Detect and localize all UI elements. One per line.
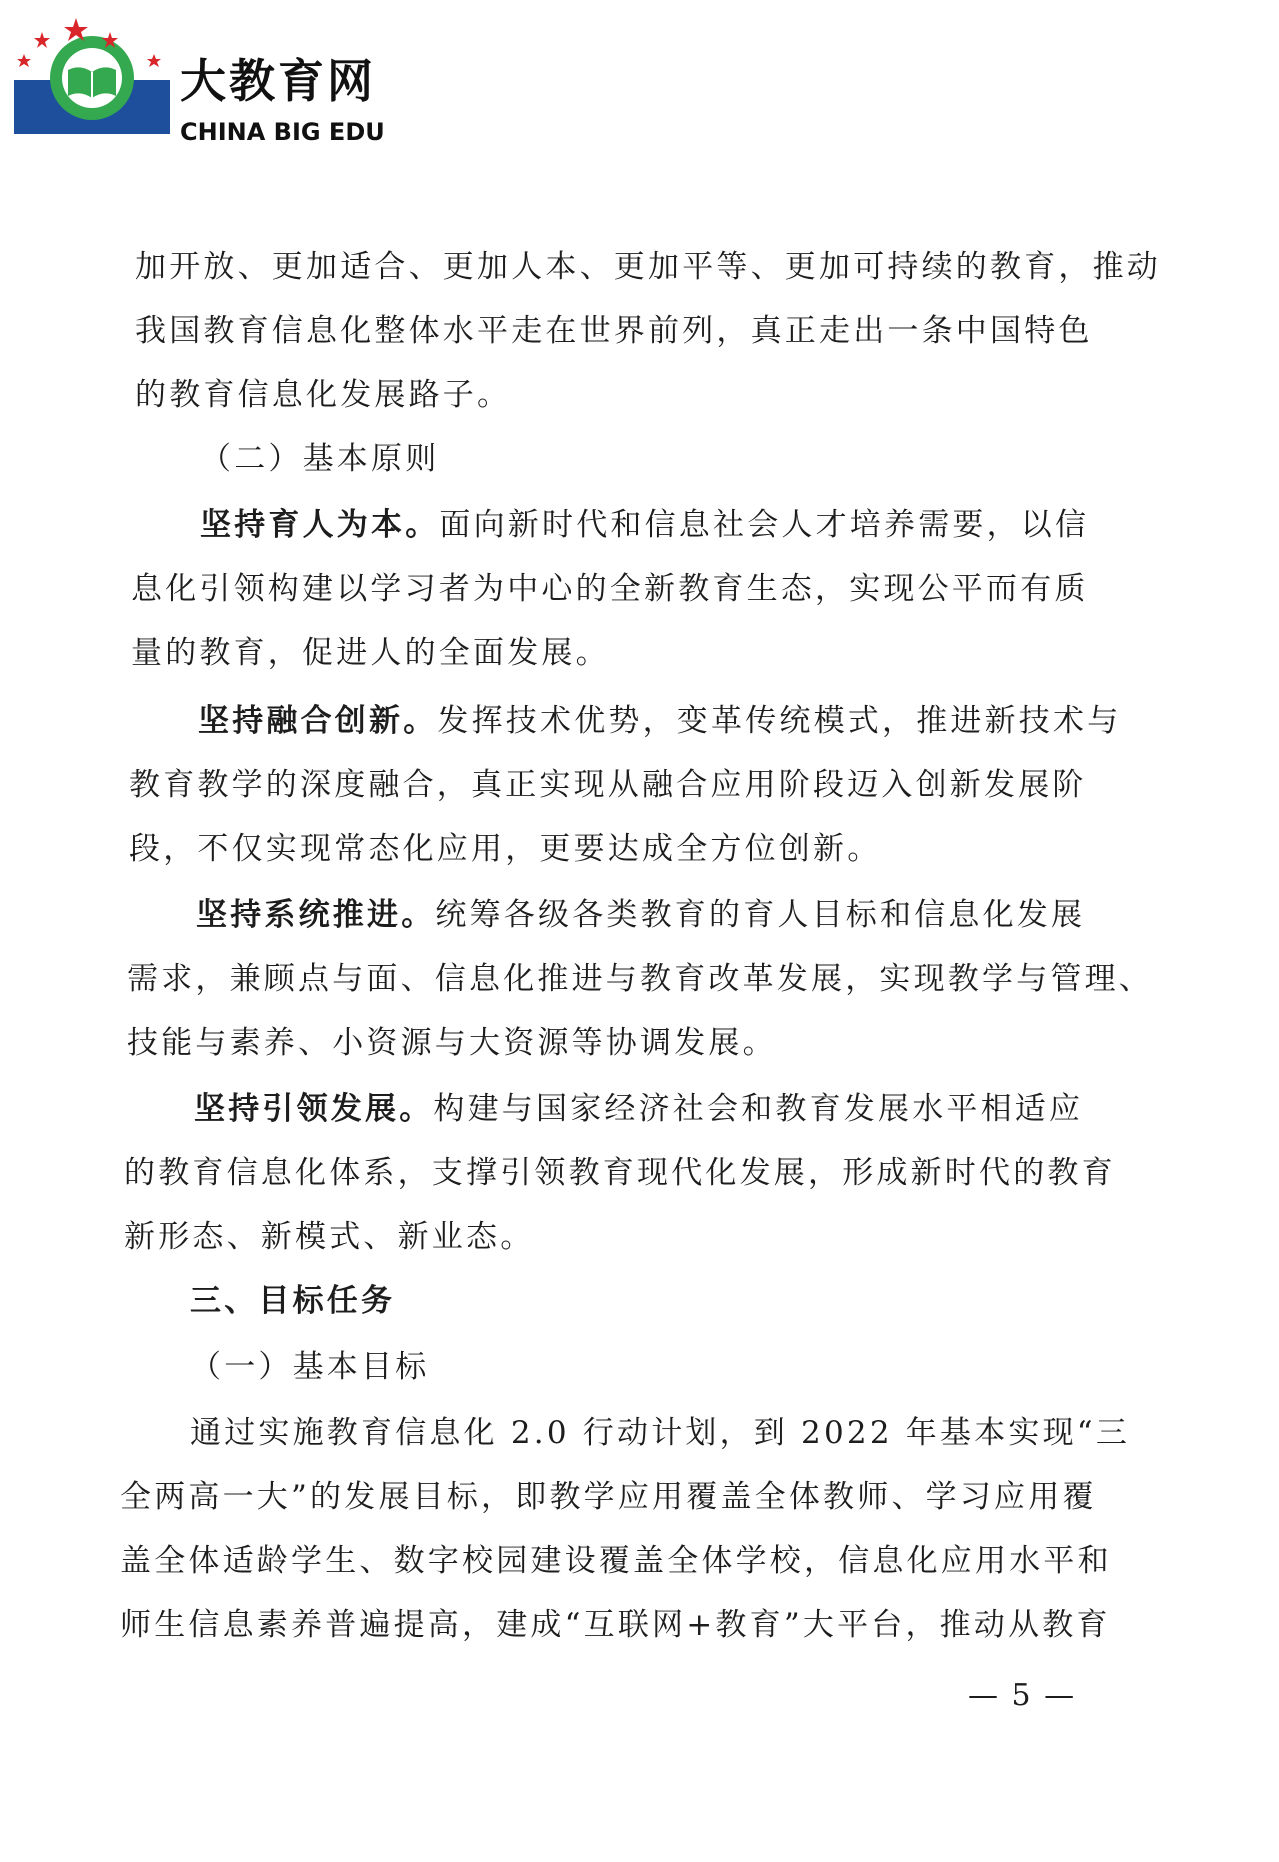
logo (14, 14, 394, 146)
text-line: 需求，兼顾点与面、信息化推进与教育改革发展，实现教学与管理、 (127, 961, 1153, 997)
paragraph-principle-4 (194, 1091, 1084, 1127)
section-heading-basic-goals: （一）基本目标 (190, 1349, 430, 1385)
text-line: 息化引领构建以学习者为中心的全新教育生态，实现公平而有质 (131, 571, 1089, 607)
text-line: 的教育信息化发展路子。 (135, 377, 512, 413)
section-heading-goals-tasks: 三、目标任务 (190, 1283, 396, 1319)
text-line: 全两高一大”的发展目标，即教学应用覆盖全体教师、学习应用覆 (120, 1479, 1097, 1515)
text-line: 统筹各级各类教育的育人目标和信息化发展 (435, 897, 1086, 933)
text-line: 加开放、更加适合、更加人本、更加平等、更加可持续的教育，推动 (135, 249, 1161, 285)
principle-lead: 坚持系统推进。 (196, 897, 436, 933)
paragraph-principle-1 (200, 507, 1090, 543)
text-line: 盖全体适龄学生、数字校园建设覆盖全体学校，信息化应用水平和 (120, 1543, 1112, 1579)
text-line: 的教育信息化体系，支撑引领教育现代化发展，形成新时代的教育 (124, 1155, 1116, 1191)
page-number: — 5 — (968, 1678, 1077, 1713)
text-line: 发挥技术优势，变革传统模式，推进新技术与 (437, 703, 1122, 739)
text-line: 面向新时代和信息社会人才培养需要，以信 (439, 507, 1090, 543)
text-line: 通过实施教育信息化 2.0 行动计划，到 2022 年基本实现“三 (190, 1415, 1131, 1451)
section-heading-basic-principles: （二）基本原则 (200, 441, 440, 477)
principle-lead: 坚持引领发展。 (194, 1091, 434, 1127)
logo-name-cn: 大教育网 (180, 54, 376, 108)
paragraph-principle-3 (196, 897, 1086, 933)
text-line: 我国教育信息化整体水平走在世界前列，真正走出一条中国特色 (135, 313, 1093, 349)
text-line: 技能与素养、小资源与大资源等协调发展。 (127, 1025, 777, 1061)
text-line: 量的教育，促进人的全面发展。 (131, 635, 610, 671)
principle-lead: 坚持育人为本。 (200, 507, 440, 543)
text-line: 师生信息素养普遍提高，建成“互联网+教育”大平台，推动从教育 (120, 1607, 1111, 1643)
text-line: 构建与国家经济社会和教育发展水平相适应 (433, 1091, 1084, 1127)
text-line: 教育教学的深度融合，真正实现从融合应用阶段迈入创新发展阶 (129, 767, 1087, 803)
logo-name-en: CHINA BIG EDU (180, 118, 385, 146)
text-line: 段，不仅实现常态化应用，更要达成全方位创新。 (129, 831, 882, 867)
paragraph-principle-2 (198, 703, 1122, 739)
china-big-edu-logo-icon (14, 14, 170, 134)
principle-lead: 坚持融合创新。 (198, 703, 438, 739)
text-line: 新形态、新模式、新业态。 (124, 1219, 535, 1255)
